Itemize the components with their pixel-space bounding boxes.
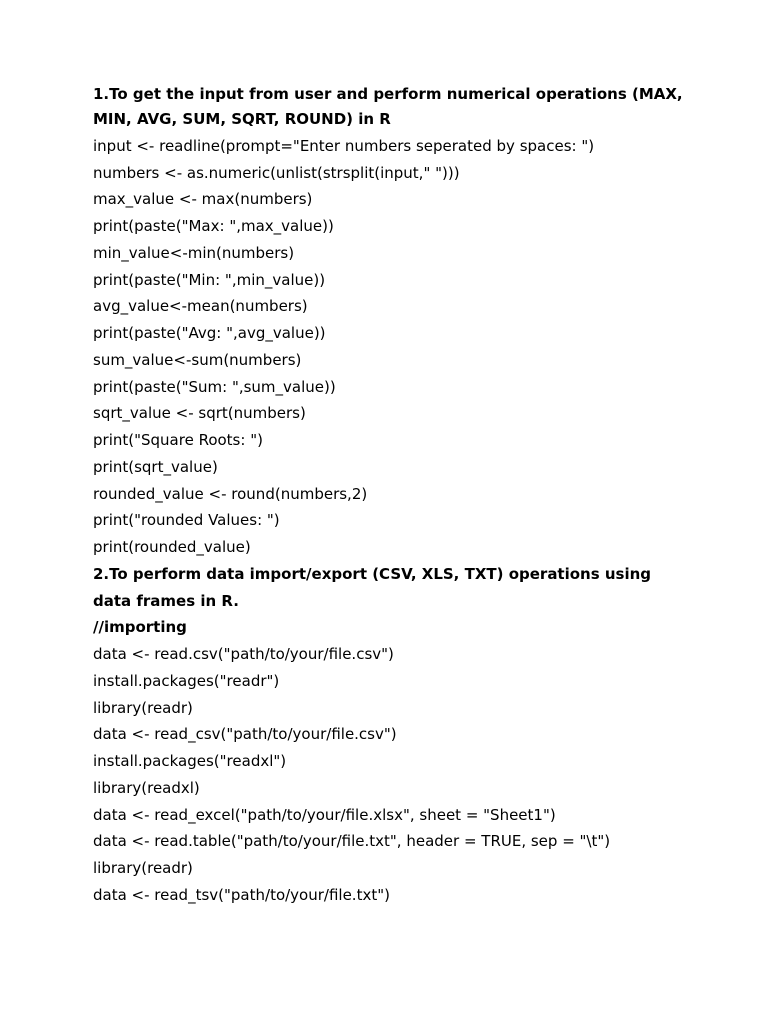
section2-subheading: //importing: [93, 618, 187, 637]
code-line: input <- readline(prompt="Enter numbers seperated by spaces: "): [93, 136, 595, 155]
code-line: print("rounded Values: "): [93, 511, 280, 530]
code-line: print(paste("Avg: ",avg_value)): [93, 324, 326, 342]
code-line: print(paste("Min: ",min_value)): [93, 270, 326, 289]
document-content: [93, 86, 683, 912]
code-line: print("Square Roots: "): [93, 431, 263, 449]
code-line: data <- read.table("path/to/your/file.txt", header = TRUE, sep = "\t"): [93, 832, 611, 851]
code-line: print(sqrt_value): [93, 457, 218, 476]
code-line: rounded_value <- round(numbers,2): [93, 484, 368, 503]
code-line: data <- read_excel("path/to/your/file.xlsx", sheet = "Sheet1"): [93, 805, 556, 824]
code-line: install.packages("readr"): [93, 671, 280, 690]
code-line: numbers <- as.numeric(unlist(strsplit(input," "))): [93, 163, 460, 182]
code-line: print(rounded_value): [93, 538, 251, 556]
code-line: library(readr): [93, 698, 193, 717]
code-line: max_value <- max(numbers): [93, 190, 313, 209]
code-line: library(readr): [93, 859, 193, 877]
section2-heading-line1: 2.To perform data import/export (CSV, XLS, TXT) operations using: [93, 564, 652, 583]
code-line: print(paste("Sum: ",sum_value)): [93, 377, 336, 396]
code-line: data <- read_tsv("path/to/your/file.txt"): [93, 885, 390, 904]
code-line: sum_value<-sum(numbers): [93, 350, 302, 369]
code-line: library(readxl): [93, 778, 200, 797]
code-line: min_value<-min(numbers): [93, 243, 295, 262]
code-line: install.packages("readxl"): [93, 752, 287, 770]
code-line: avg_value<-mean(numbers): [93, 297, 308, 316]
section1-heading-line1: 1.To get the input from user and perform numerical operations (MAX,: [93, 85, 683, 103]
code-line: data <- read.csv("path/to/your/file.csv"): [93, 645, 394, 663]
section1-heading-line2: MIN, AVG, SUM, SQRT, ROUND) in R: [93, 110, 391, 128]
section1-heading: [93, 86, 683, 103]
code-line: print(paste("Max: ",max_value)): [93, 217, 334, 235]
code-line: data <- read_csv("path/to/your/file.csv"): [93, 725, 397, 744]
code-line: sqrt_value <- sqrt(numbers): [93, 404, 306, 423]
section2-heading-line2: data frames in R.: [93, 591, 239, 610]
